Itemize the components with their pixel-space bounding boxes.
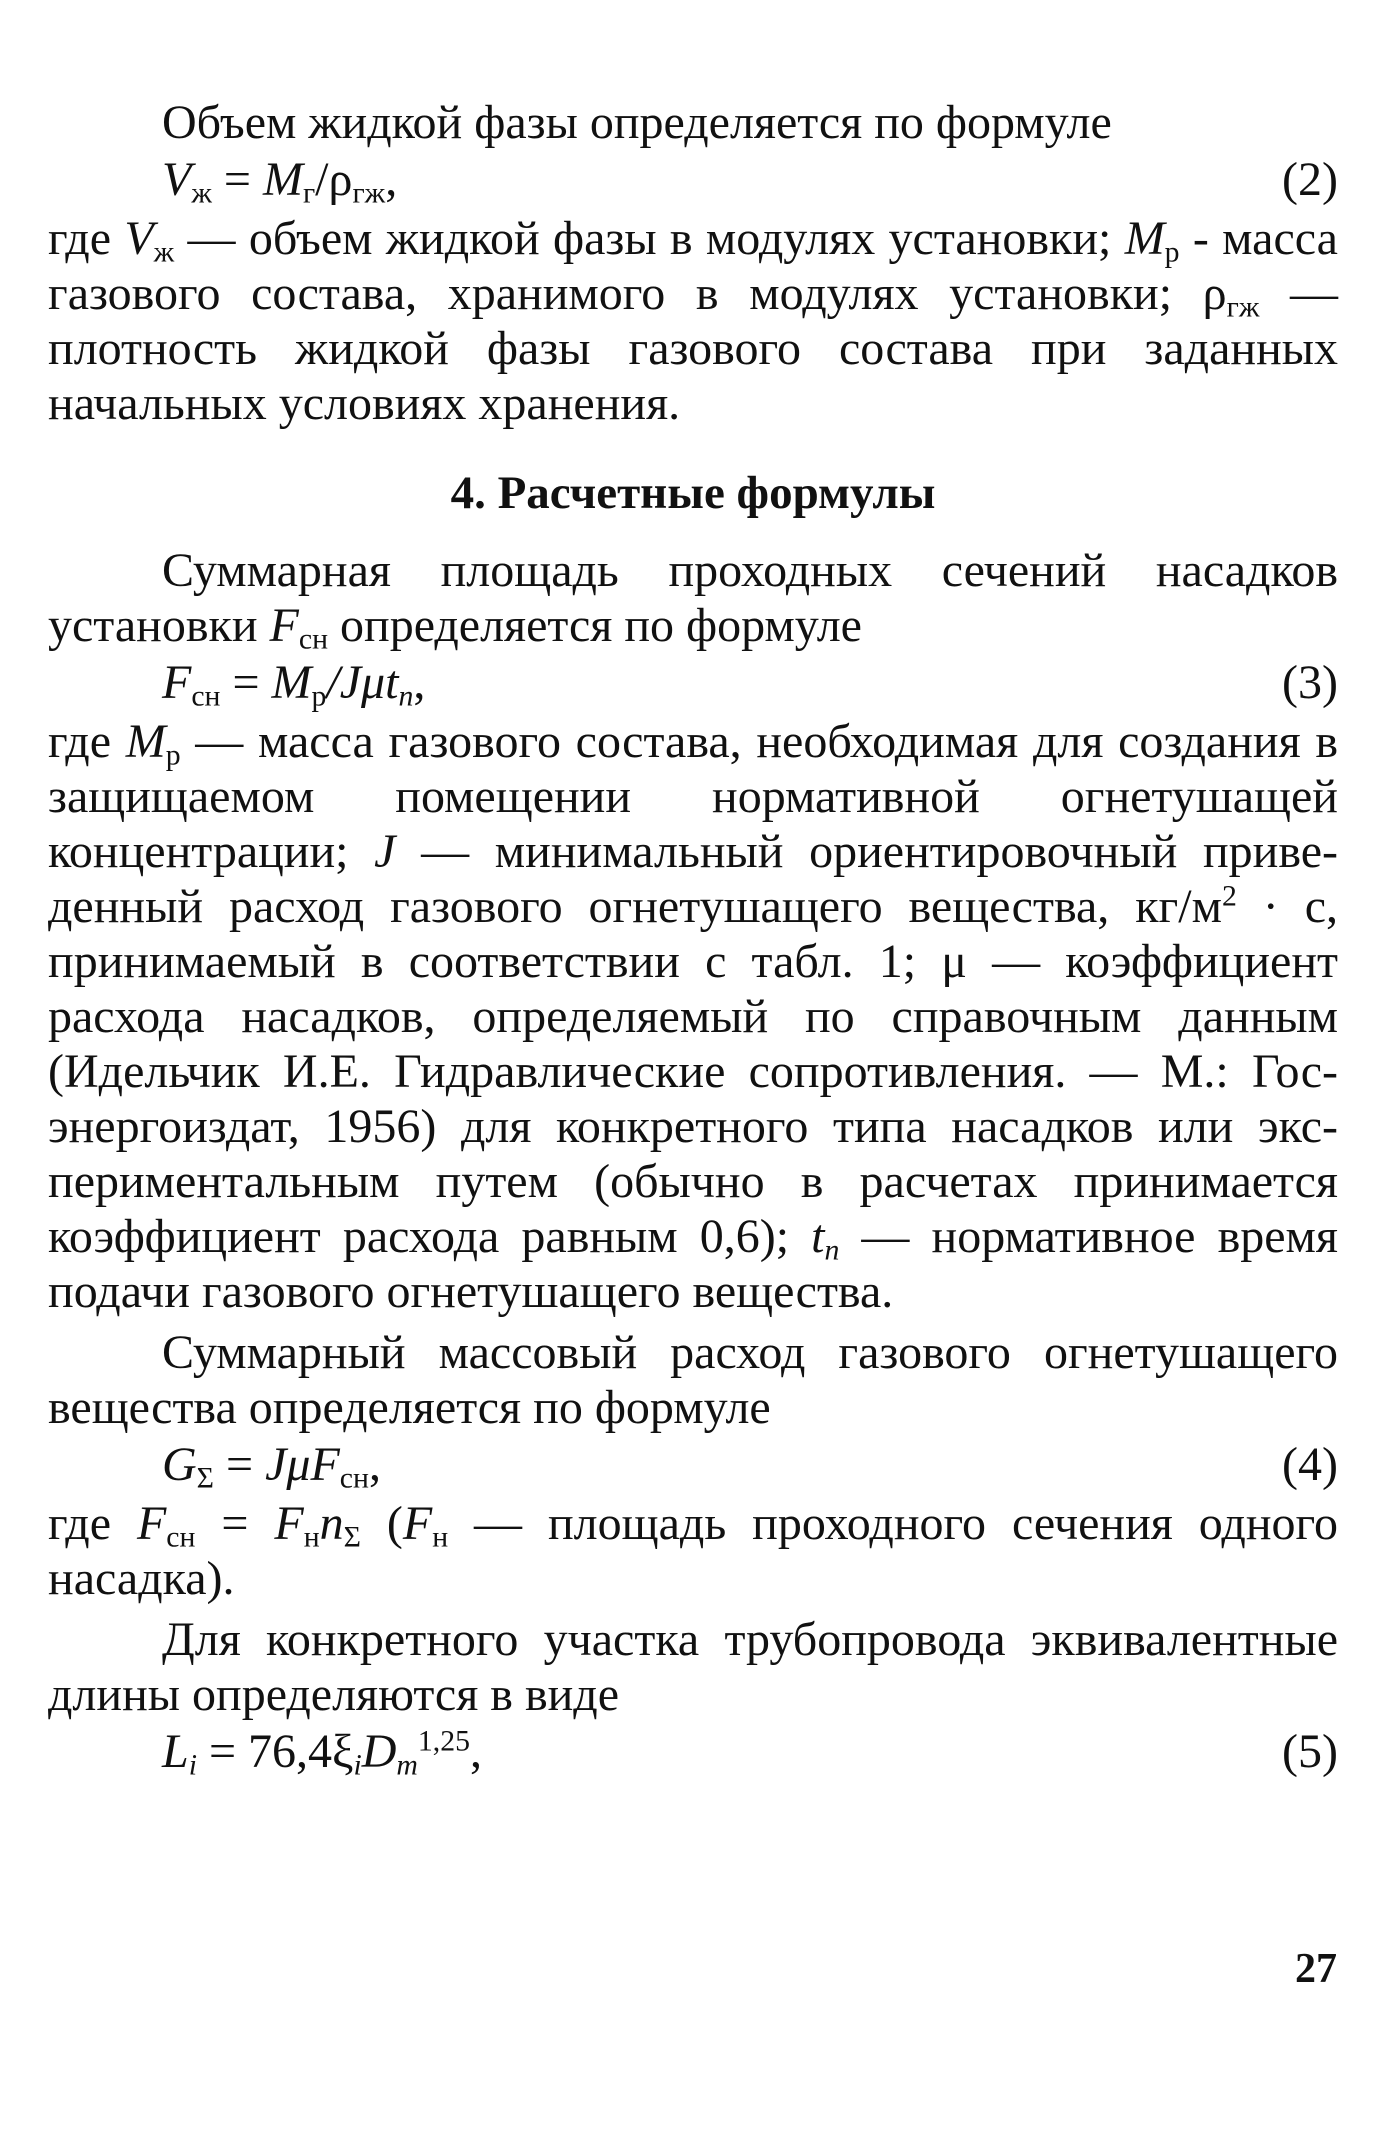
equation-2-number: (2) [1282,153,1338,206]
equation-4 [48,1437,1338,1495]
paragraph-liquid-volume-intro: Объем жидкой фазы определяется по формуле [162,96,1112,149]
equation-5 [48,1724,1338,1782]
paragraph-eq2-legend: где $V_ж$ — объем жидкой фазы в модулях установки; $M_р$ - масса газового состава, хранимого в модулях установки; $\rho_{гж}$ — плотность жидкой фазы газового состава при заданных начальных условиях хранения. [48,212,1339,430]
paragraph-eq4-legend: где $F_{сн} = F_нn_\Sigma$ ($F_н$ — площадь проходного сечения одного насадка). [48,1497,1339,1605]
equation-3-number: (3) [1282,656,1338,709]
equation-4-formula: $G_\Sigma = J\mu F_{сн}$, [162,1438,381,1495]
equation-2-formula: $V_ж = M_г/\rho_{гж}$, [162,153,398,210]
equation-3-formula: $F_{сн} = M_р/J\mu t_n$, [162,656,426,713]
equation-3 [48,655,1338,713]
equation-5-number: (5) [1282,1725,1338,1778]
paragraph-mass-flow-intro: Суммарный массовый расход газового огнетушащего вещества определяется по формуле [48,1326,1338,1434]
document-page [48,95,1338,1783]
paragraph-eq3-legend: где $M_р$ — масса газового состава, необходимая для создания в защищаемом помещении нормативной огнетушащей концентрации; J — минимальный ориентировочный приведенный расход газового огнетушащего вещества, $кг/м^2 \cdot с$, принимаемый в соответствии с табл. 1; μ — коэффициент расхода насадков, определяемый по справочным данным (Идельчик И.Е. Гидравлические сопротивления. — М.: Госэнергоиздат, 1956) для конкретного типа насадков или экспериментальным путем (обычно в расчетах принимается коэффициент расхода равным 0,6); $t_n$ — нормативное время подачи газового огнетушащего вещества. [48,715,1339,1318]
section-heading: 4. Расчетные формулы [450,467,936,519]
equation-4-number: (4) [1282,1438,1338,1491]
page-number: 27 [1295,1946,1337,1992]
equation-5-formula: $L_i = 76,4\xi_iD_m^{1,25}$, [162,1724,482,1782]
equation-2 [48,152,1338,210]
paragraph-equivalent-length-intro: Для конкретного участка трубопровода эквивалентные длины определяются в виде [48,1613,1338,1721]
paragraph-nozzle-area-intro: Суммарная площадь проходных сечений насадков установки $F_{сн}$ определяется по формуле [48,544,1338,656]
